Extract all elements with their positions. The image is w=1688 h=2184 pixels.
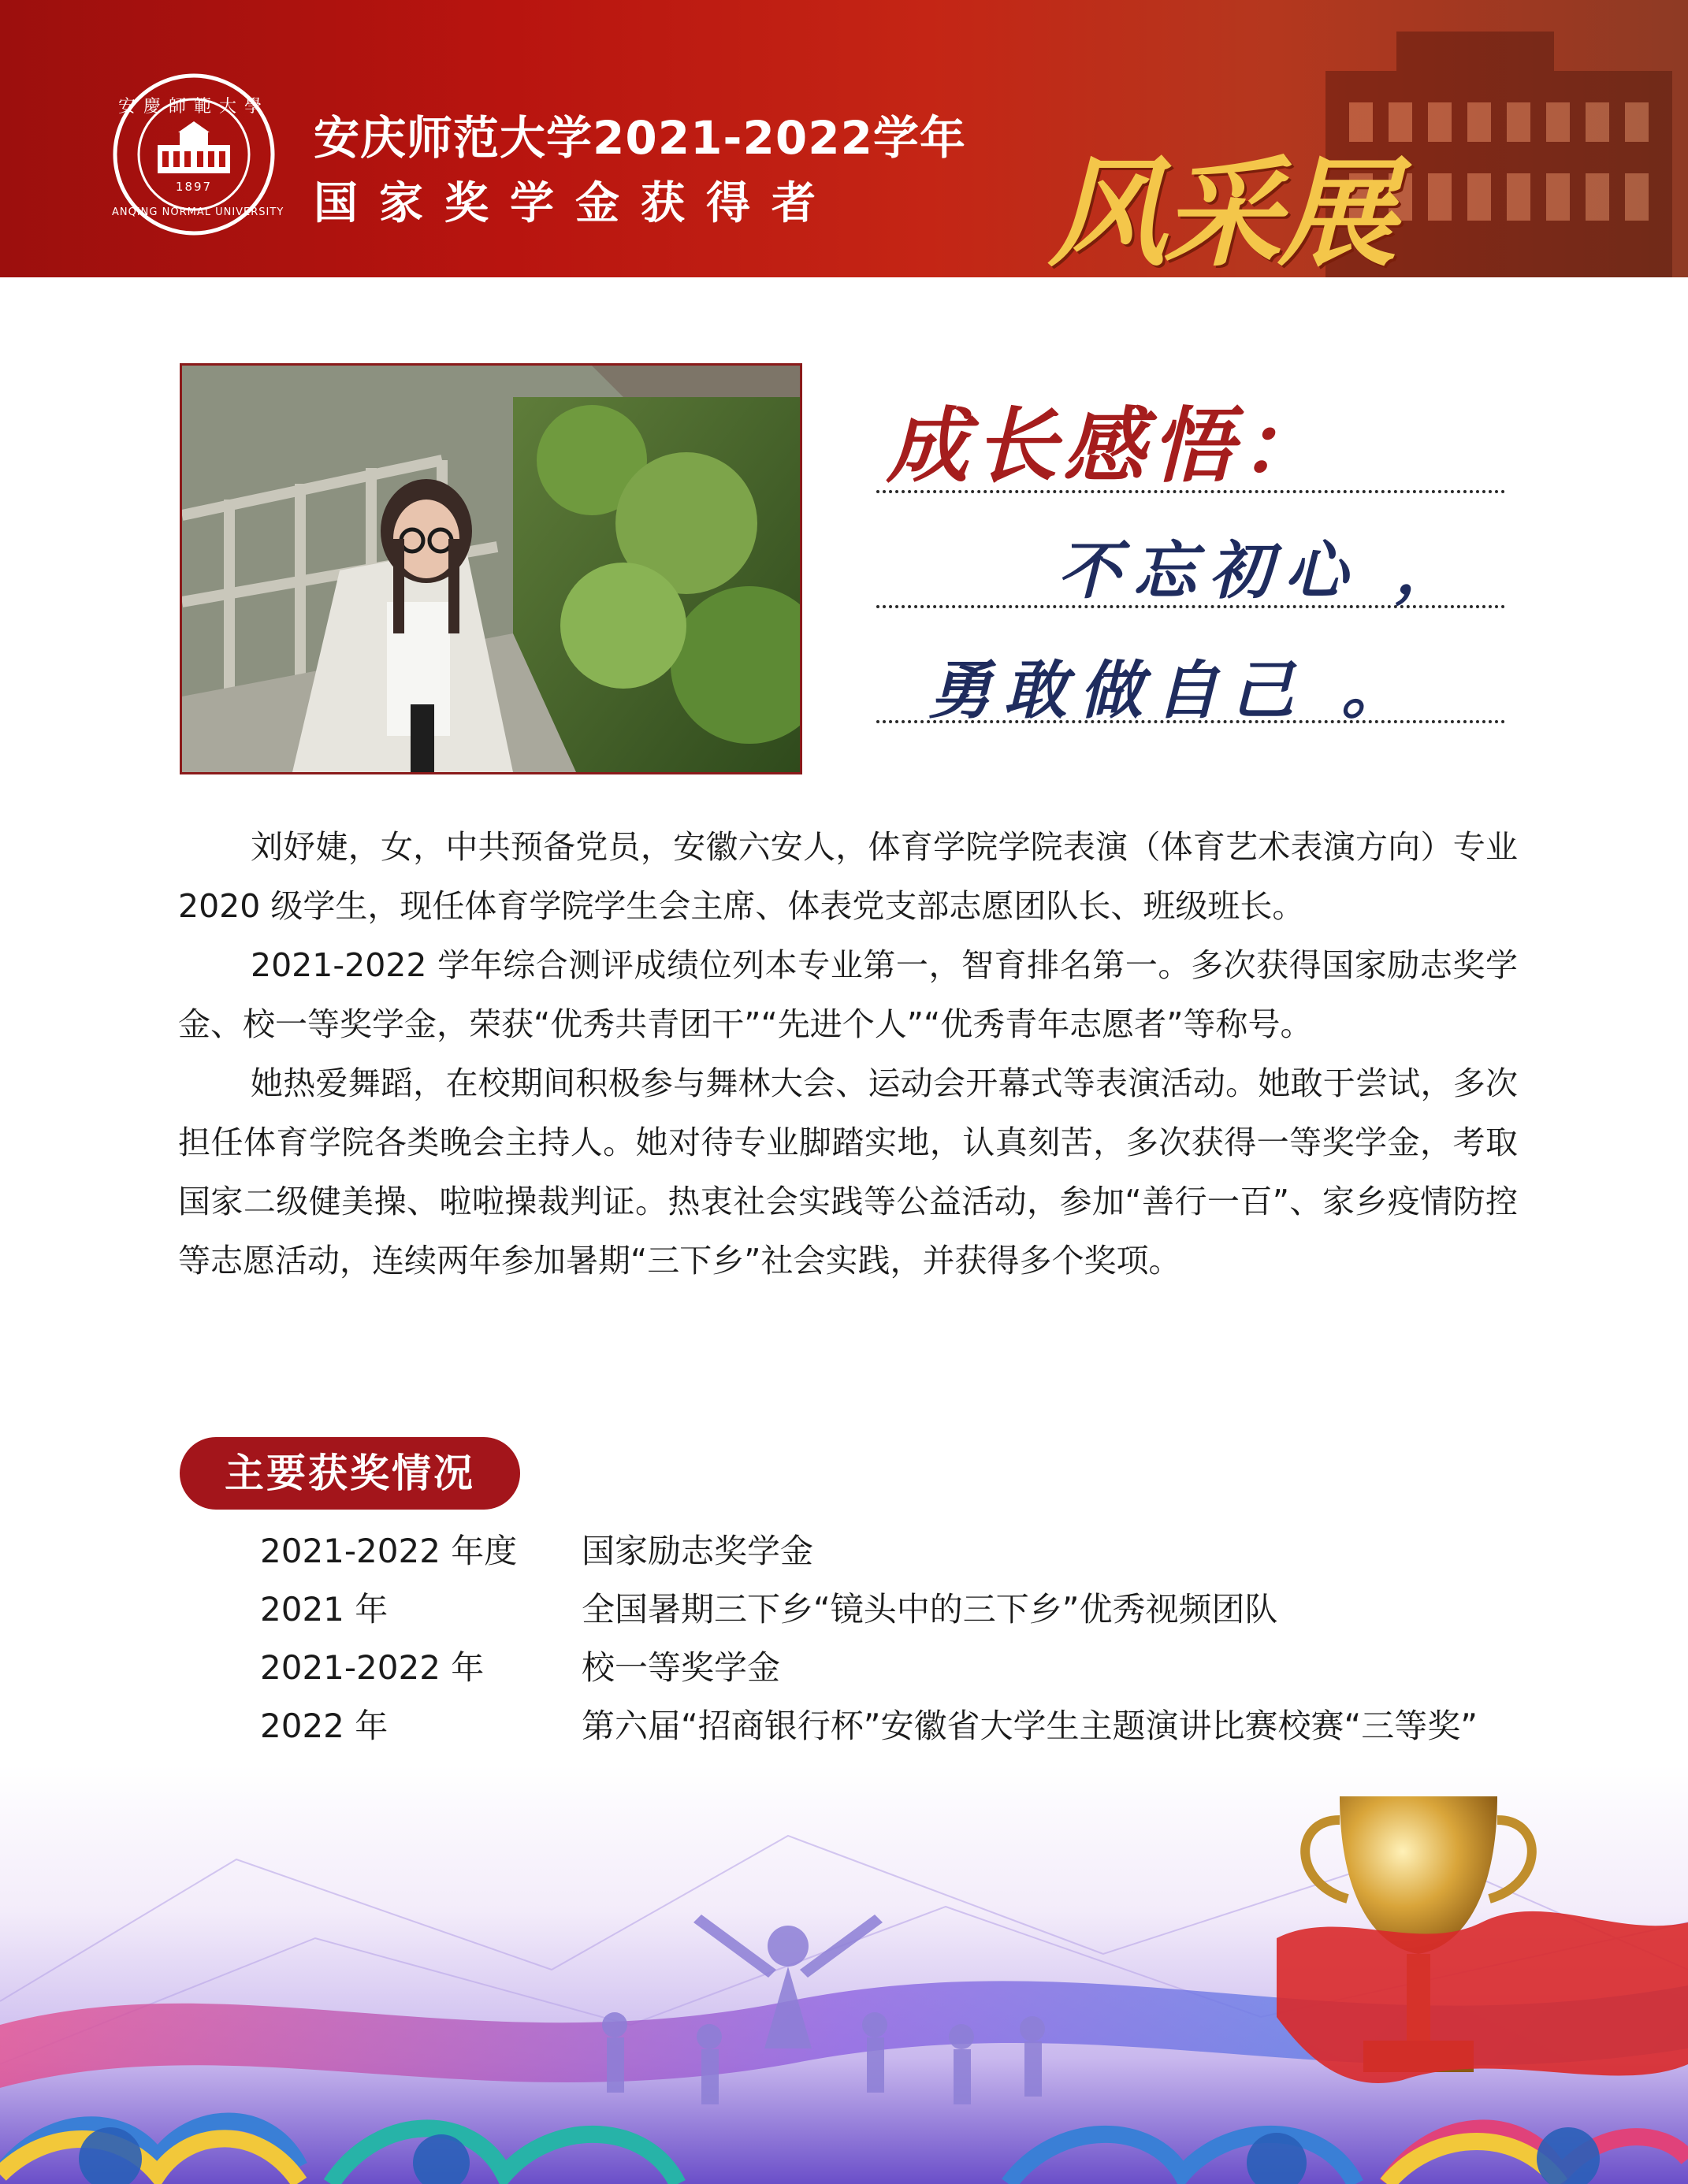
dotted-divider (876, 720, 1505, 723)
header-title-line2: 国家奖学金获得者 (314, 178, 837, 229)
dotted-divider (876, 490, 1505, 493)
bio-paragraph-1: 刘妤婕，女，中共预备党员，安徽六安人，体育学院学院表演（体育艺术表演方向）专业 2020 级学生，现任体育学院学生会主席、体表党支部志愿团队长、班级班长。 (178, 828, 1518, 925)
bio-section (178, 818, 1518, 1291)
feature-title: 风采展 (1048, 144, 1394, 277)
student-photo (180, 363, 802, 774)
university-logo (112, 72, 284, 236)
award-row (260, 1697, 1600, 1755)
award-row (260, 1522, 1600, 1580)
motto-line-1: 不忘初心 ， (1058, 533, 1470, 607)
award-year: 2021-2022 年度 (260, 1532, 518, 1570)
award-row (260, 1639, 1600, 1697)
footer-decoration (0, 1765, 1688, 2184)
logo-english-name: ANQING NORMAL UNIVERSITY (112, 206, 284, 218)
award-row (260, 1580, 1600, 1639)
awards-heading: 主要获奖情况 (180, 1437, 520, 1510)
bio-paragraph-3: 她热爱舞蹈，在校期间积极参与舞林大会、运动会开幕式等表演活动。她敢于尝试，多次担任体育学院各类晚会主持人。她对待专业脚踏实地，认真刻苦，多次获得一等奖学金，考取国家二级健美操、啦啦操裁判证。热衷社会实践等公益活动，参加“善行一百”、家乡疫情防控等志愿活动，连续两年参加暑期“三下乡”社会实践，并获得多个奖项。 (178, 1064, 1518, 1280)
award-name: 第六届“招商银行杯”安徽省大学生主题演讲比赛校赛“三等奖” (582, 1707, 1478, 1745)
award-year: 2021 年 (260, 1590, 389, 1629)
photo-illustration (182, 366, 800, 772)
dotted-divider (876, 605, 1505, 608)
award-name: 校一等奖学金 (582, 1648, 781, 1687)
award-year: 2022 年 (260, 1707, 389, 1745)
footer-illustration (0, 1765, 1688, 2184)
header-banner (0, 0, 1688, 277)
header-title-line1: 安庆师范大学2021-2022学年 (314, 111, 966, 165)
logo-chinese-name: 安慶師範大學 (117, 97, 270, 117)
logo-year: 1897 (175, 180, 213, 194)
award-year: 2021-2022 年 (260, 1648, 485, 1687)
bio-paragraph-2: 2021-2022 学年综合测评成绩位列本专业第一，智育排名第一。多次获得国家励志奖学金、校一等奖学金，荣获“优秀共青团干”“先进个人”“优秀青年志愿者”等称号。 (178, 946, 1518, 1043)
award-name: 国家励志奖学金 (582, 1532, 814, 1570)
motto-title: 成长感悟： (887, 397, 1329, 494)
motto-line-2: 勇敢做自己 。 (928, 653, 1417, 727)
award-name: 全国暑期三下乡“镜头中的三下乡”优秀视频团队 (582, 1590, 1278, 1629)
